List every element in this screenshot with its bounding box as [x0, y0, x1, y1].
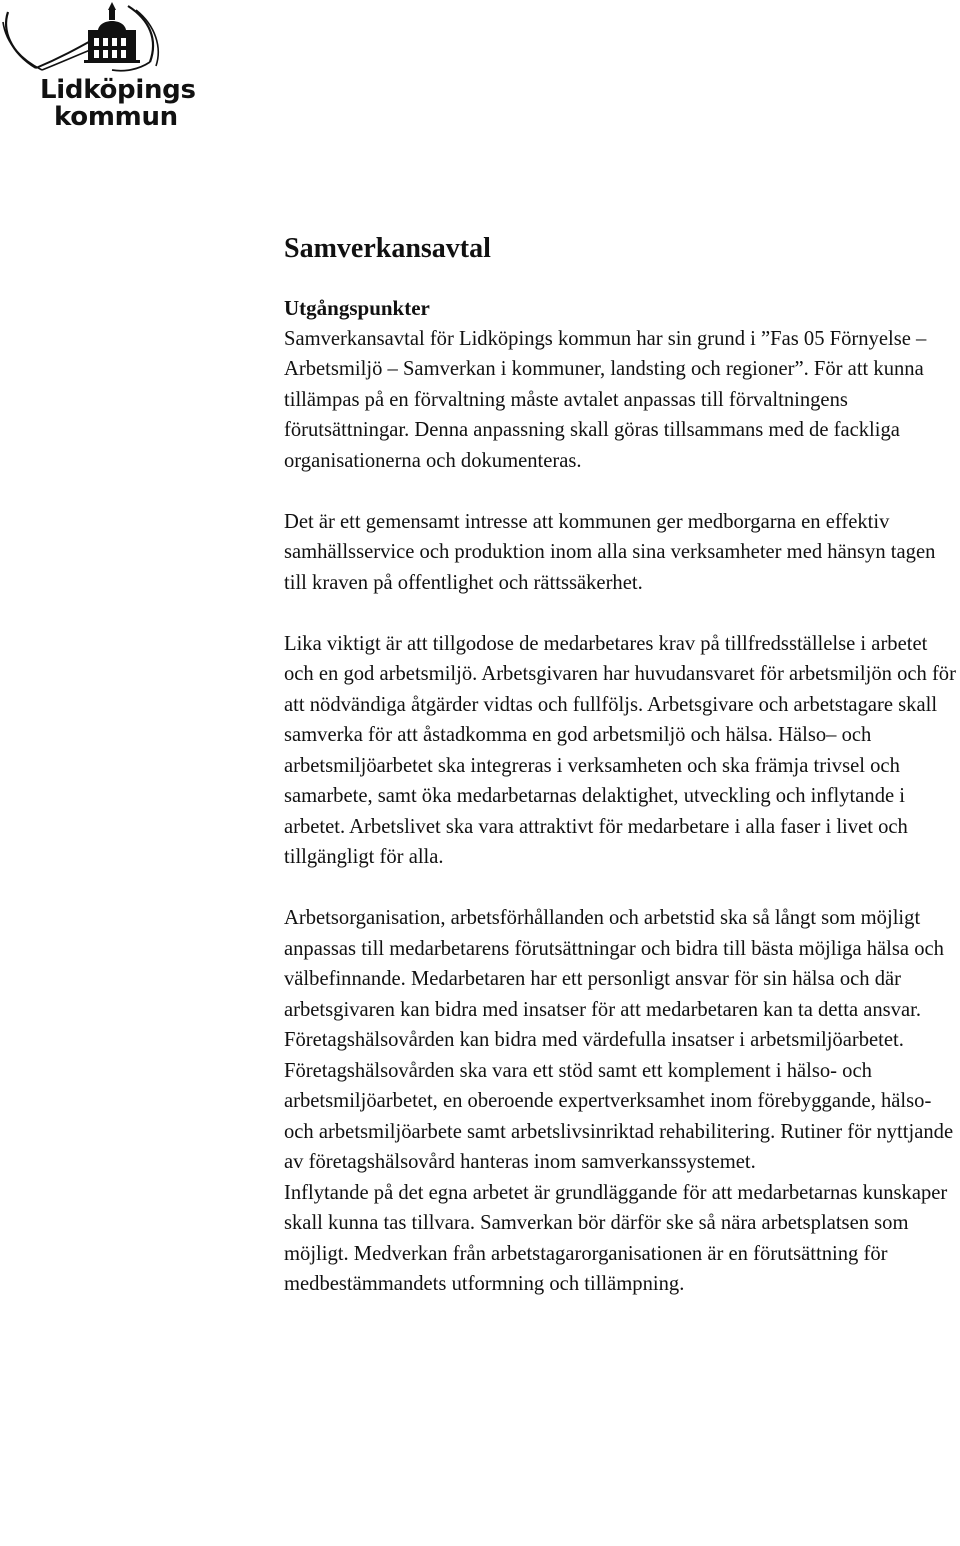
section-heading: Utgångspunkter: [284, 296, 430, 320]
municipality-logo: [0, 0, 196, 132]
paragraph-1: Samverkansavtal för Lidköpings kommun har sin grund i ”Fas 05 Förnyelse – Arbetsmiljö – Samverkan i kommuner, landsting och regioner”. För att kunna tillämpas på en förvaltning måste avtalet anpassas till förvaltningens förutsättningar. Denna anpassning skall göras tillsammans med de fackliga organisationerna och dokumenteras.: [284, 327, 927, 472]
logo-text-line2: kommun: [54, 102, 178, 132]
paragraph-2: Det är ett gemensamt intresse att kommunen ger medborgarna en effektiv samhällsservice och produktion inom alla sina verksamheter med hänsyn tagen till kraven på offentlighet och rättssäkerhet.: [284, 510, 936, 594]
logo-text-line1: Lidköpings: [40, 75, 196, 105]
paragraph-5: Inflytande på det egna arbetet är grundläggande för att medarbetarnas kunskaper skall kunna tas tillvara. Samverkan bör därför ske så nära arbetsplatsen som möjligt. Medverkan från arbetstagarorganisationen är en förutsättning för medbestämmandets utformning och tillämpning.: [284, 1181, 948, 1295]
document-body: [284, 227, 956, 1300]
castle-emblem-icon: [0, 0, 170, 80]
document-title: Samverkansavtal: [284, 233, 491, 264]
paragraph-3: Lika viktigt är att tillgodose de medarbetares krav på tillfredsställelse i arbetet och en god arbetsmiljö. Arbetsgivaren har huvudansvaret för arbetsmiljön och för att nödvändiga åtgärder vidtas och fullföljs. Arbetsgivare och arbetstagare skall samverka för att åstadkomma en god arbetsmiljö och hälsa. Hälso– och arbetsmiljöarbetet ska integreras i verksamheten och ska främja trivsel och samarbete, samt öka medarbetarnas delaktighet, utveckling och inflytande i arbetet. Arbetslivet ska vara attraktivt för medarbetare i alla faser i livet och tillgängligt för alla.: [284, 632, 956, 868]
paragraph-4: Arbetsorganisation, arbetsförhållanden och arbetstid ska så långt som möjligt anpassas till medarbetarens förutsättningar och bidra till bästa möjliga hälsa och välbefinnande. Medarbetaren har ett personligt ansvar för sin hälsa och där arbetsgivaren kan bidra med insatser för att medarbetaren kan ta detta ansvar. Företagshälsovården kan bidra med värdefulla insatser i arbetsmiljöarbetet. Företagshälsovården ska vara ett stöd samt ett komplement i hälso- och arbetsmiljöarbetet, en oberoende expertverksamhet inom förebyggande, hälso- och arbetsmiljöarbete samt arbetslivsinriktad rehabilitering. Rutiner för nyttjande av företagshälsovård hanteras inom samverkanssystemet.: [284, 907, 954, 1173]
